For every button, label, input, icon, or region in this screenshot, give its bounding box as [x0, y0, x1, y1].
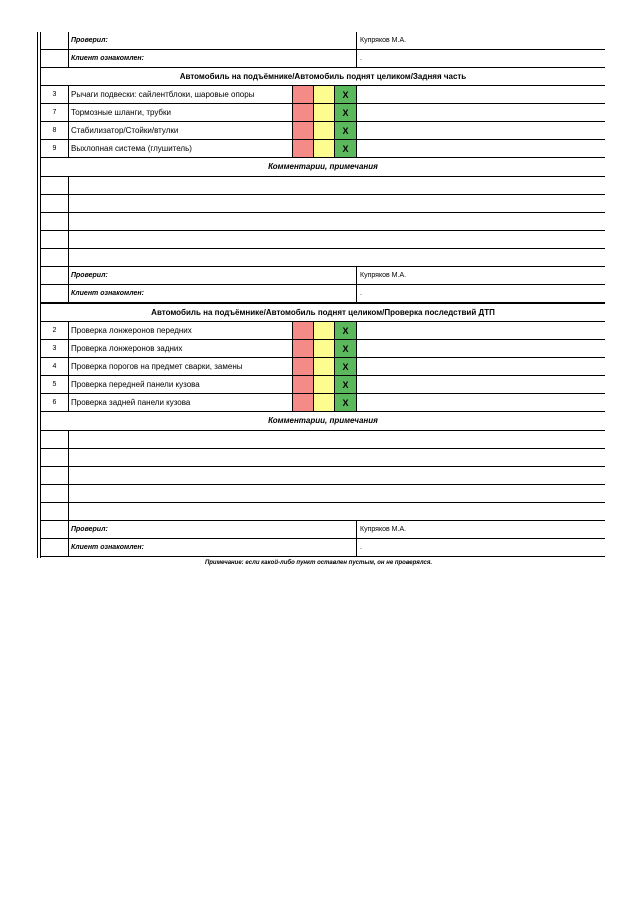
comment-row[interactable] [41, 195, 605, 213]
item-note[interactable] [357, 358, 605, 376]
status-green-cell[interactable]: X [335, 140, 357, 158]
item-number: 7 [41, 104, 69, 122]
row-number-empty [41, 195, 69, 213]
client-label: Клиент ознакомлен: [69, 50, 357, 68]
checked-row [41, 32, 605, 50]
row-number-empty [41, 213, 69, 231]
comment-row[interactable] [41, 249, 605, 267]
item-number: 8 [41, 122, 69, 140]
item-number: 3 [41, 340, 69, 358]
comment-row[interactable] [41, 485, 605, 503]
status-red-cell[interactable] [293, 340, 314, 358]
table-row [41, 122, 605, 140]
comment-field[interactable] [69, 485, 605, 503]
client-row [41, 285, 605, 303]
status-yellow-cell[interactable] [314, 86, 335, 104]
comment-field[interactable] [69, 195, 605, 213]
status-green-cell[interactable]: X [335, 122, 357, 140]
checked-row [41, 521, 605, 539]
section-title-rear: Автомобиль на подъёмнике/Автомобиль поднят целиком/Задняя часть [41, 67, 605, 86]
table-row [41, 376, 605, 394]
comment-row[interactable] [41, 177, 605, 195]
item-description: Проверка задней панели кузова [69, 394, 293, 412]
checked-value[interactable]: Купряков М.А. [357, 267, 605, 285]
item-number: 4 [41, 358, 69, 376]
item-description: Проверка лонжеронов задних [69, 340, 293, 358]
checked-label: Проверил: [69, 521, 357, 539]
table-row [41, 394, 605, 412]
checked-row [41, 267, 605, 285]
item-description: Выхлопная система (глушитель) [69, 140, 293, 158]
comment-row[interactable] [41, 231, 605, 249]
checked-label: Проверил: [69, 32, 357, 50]
item-number: 2 [41, 322, 69, 340]
client-value[interactable]: . [357, 285, 605, 303]
item-description: Стабилизатор/Стойки/втулки [69, 122, 293, 140]
client-label: Клиент ознакомлен: [69, 539, 357, 557]
comment-field[interactable] [69, 213, 605, 231]
table-row [41, 340, 605, 358]
comment-field[interactable] [69, 231, 605, 249]
comment-field[interactable] [69, 249, 605, 267]
checked-value[interactable]: Купряков М.А. [357, 521, 605, 539]
item-note[interactable] [357, 376, 605, 394]
comment-field[interactable] [69, 503, 605, 521]
status-red-cell[interactable] [293, 322, 314, 340]
comment-field[interactable] [69, 449, 605, 467]
comment-field[interactable] [69, 467, 605, 485]
status-red-cell[interactable] [293, 104, 314, 122]
client-value[interactable]: . [357, 50, 605, 68]
item-note[interactable] [357, 140, 605, 158]
comment-row[interactable] [41, 467, 605, 485]
status-yellow-cell[interactable] [314, 340, 335, 358]
item-number: 3 [41, 86, 69, 104]
item-note[interactable] [357, 322, 605, 340]
comment-row[interactable] [41, 213, 605, 231]
status-red-cell[interactable] [293, 140, 314, 158]
row-number-empty [41, 449, 69, 467]
table-row [41, 140, 605, 158]
client-row [41, 50, 605, 68]
status-green-cell[interactable]: X [335, 86, 357, 104]
status-yellow-cell[interactable] [314, 322, 335, 340]
row-number-empty [41, 503, 69, 521]
status-green-cell[interactable]: X [335, 394, 357, 412]
comment-row[interactable] [41, 503, 605, 521]
item-number: 6 [41, 394, 69, 412]
table-row [41, 86, 605, 104]
comment-row[interactable] [41, 449, 605, 467]
status-yellow-cell[interactable] [314, 140, 335, 158]
status-yellow-cell[interactable] [314, 104, 335, 122]
status-red-cell[interactable] [293, 122, 314, 140]
status-green-cell[interactable]: X [335, 104, 357, 122]
row-number-empty [41, 267, 69, 285]
item-description: Тормозные шланги, трубки [69, 104, 293, 122]
row-number-empty [41, 485, 69, 503]
checked-label: Проверил: [69, 267, 357, 285]
comments-title-rear: Комментарии, примечания [41, 158, 605, 177]
comment-field[interactable] [69, 431, 605, 449]
status-red-cell[interactable] [293, 394, 314, 412]
table-row [41, 322, 605, 340]
row-number-empty [41, 249, 69, 267]
item-note[interactable] [357, 394, 605, 412]
table-row [41, 358, 605, 376]
status-yellow-cell[interactable] [314, 376, 335, 394]
status-red-cell[interactable] [293, 86, 314, 104]
row-number-empty [41, 521, 69, 539]
row-number-empty [41, 467, 69, 485]
item-note[interactable] [357, 104, 605, 122]
row-number-empty [41, 431, 69, 449]
item-description: Рычаги подвески: сайлентблоки, шаровые опоры [69, 86, 293, 104]
item-note[interactable] [357, 340, 605, 358]
comment-field[interactable] [69, 177, 605, 195]
status-green-cell[interactable]: X [335, 340, 357, 358]
item-note[interactable] [357, 122, 605, 140]
status-yellow-cell[interactable] [314, 122, 335, 140]
row-number-empty [41, 32, 69, 50]
status-red-cell[interactable] [293, 358, 314, 376]
row-number-empty [41, 177, 69, 195]
client-label: Клиент ознакомлен: [69, 285, 357, 303]
item-number: 5 [41, 376, 69, 394]
section-title-dtp: Автомобиль на подъёмнике/Автомобиль поднят целиком/Проверка последствий ДТП [41, 303, 605, 322]
status-green-cell[interactable]: X [335, 358, 357, 376]
item-number: 9 [41, 140, 69, 158]
item-description: Проверка порогов на предмет сварки, замены [69, 358, 293, 376]
item-description: Проверка передней панели кузова [69, 376, 293, 394]
status-green-cell[interactable]: X [335, 322, 357, 340]
table-row [41, 104, 605, 122]
item-note[interactable] [357, 86, 605, 104]
status-green-cell[interactable]: X [335, 376, 357, 394]
checked-value[interactable]: Купряков М.А. [357, 32, 605, 50]
row-number-empty [41, 539, 69, 557]
status-yellow-cell[interactable] [314, 394, 335, 412]
footnote: Примечание: если какой-либо пункт оставлен пустым, он не проверялся. [204, 560, 433, 566]
row-number-empty [41, 285, 69, 303]
status-yellow-cell[interactable] [314, 358, 335, 376]
comments-title-dtp: Комментарии, примечания [41, 412, 605, 431]
client-value[interactable]: . [357, 539, 605, 557]
row-number-empty [41, 50, 69, 68]
client-row [41, 539, 605, 557]
row-number-empty [41, 231, 69, 249]
comment-row[interactable] [41, 431, 605, 449]
status-red-cell[interactable] [293, 376, 314, 394]
item-description: Проверка лонжеронов передних [69, 322, 293, 340]
